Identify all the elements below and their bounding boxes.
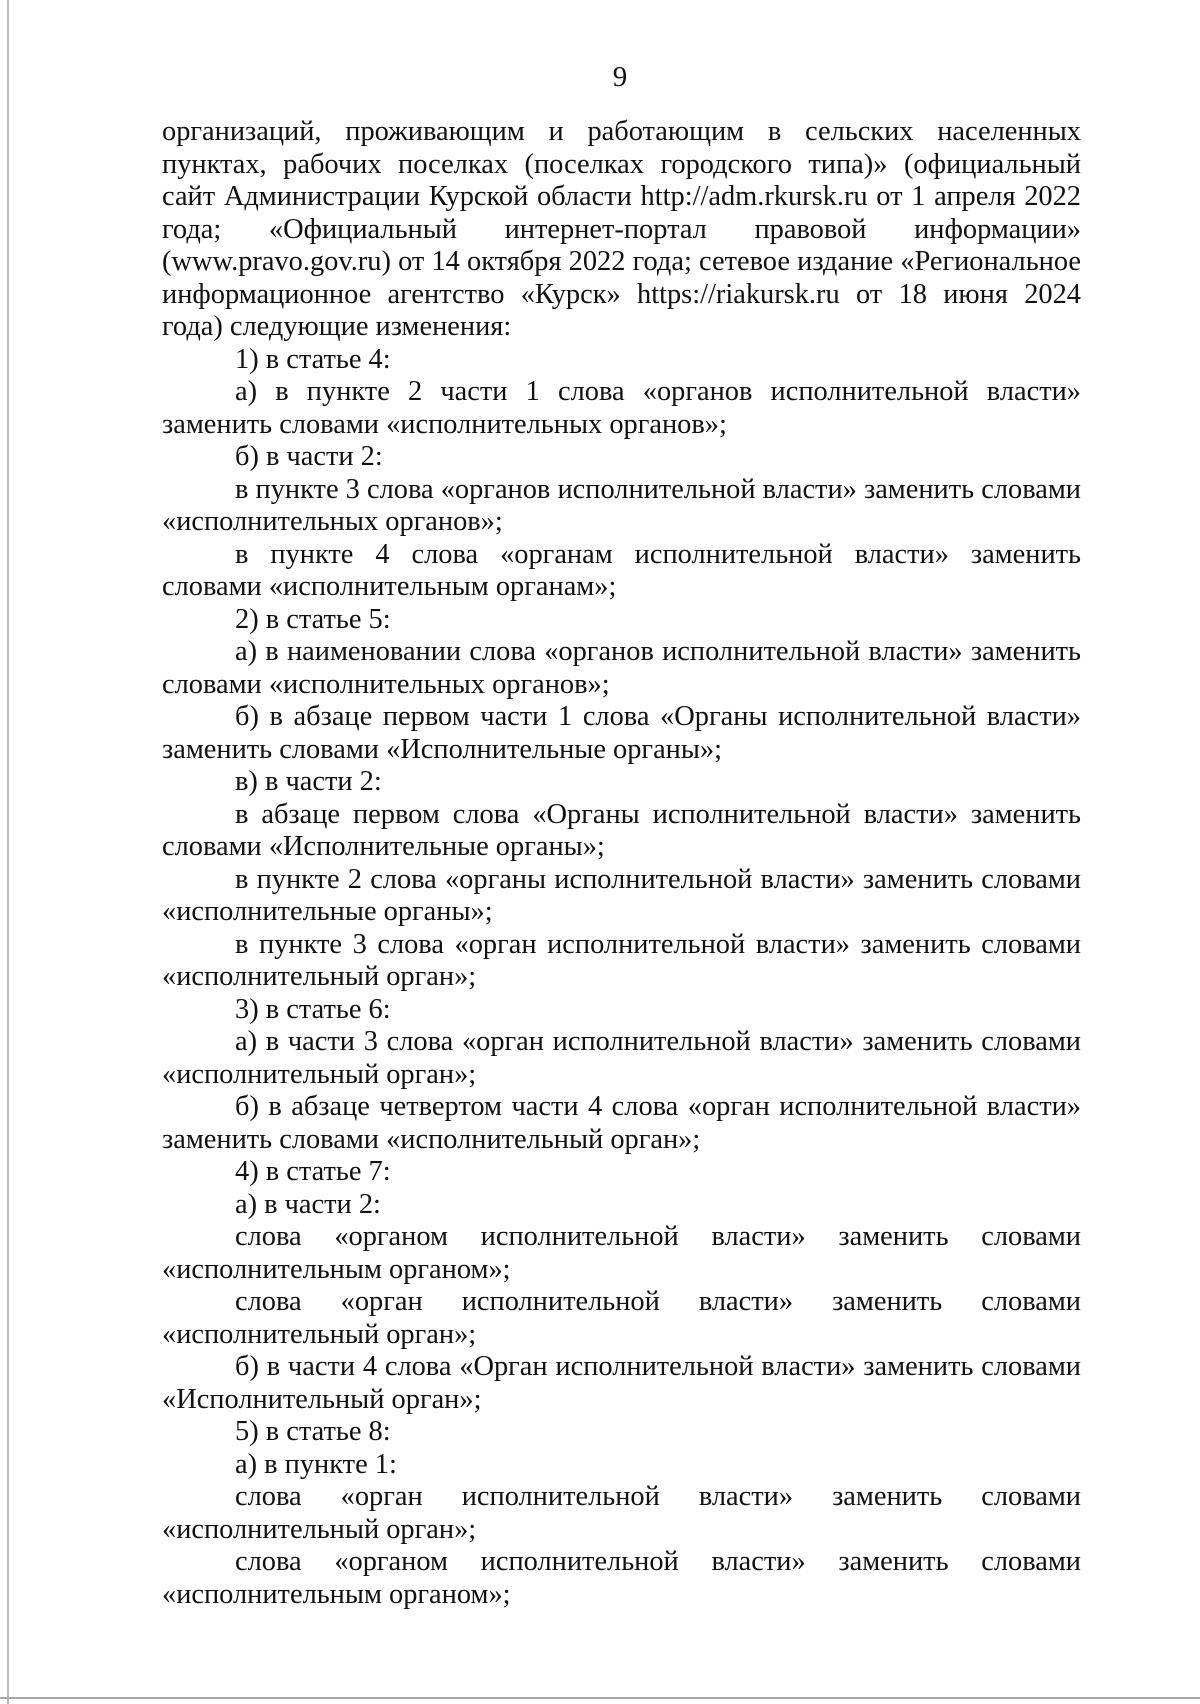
paragraph-item-5-article-8: 5) в статье 8:	[235, 1416, 391, 1447]
paragraph-item-4b: б) в части 4 слова «Орган исполнительной власти» заменить словами «Исполнительный орган»;	[162, 1351, 1081, 1415]
paragraph-item-2b: б) в абзаце первом части 1 слова «Органы исполнительной власти» заменить словами «Исполнительные органы»;	[162, 701, 1081, 765]
paragraph-item-5a-words-organom: слова «органом исполнительной власти» заменить словами «исполнительным органом»;	[162, 1546, 1081, 1610]
paragraph-item-3b: б) в абзаце четвертом части 4 слова «орган исполнительной власти» заменить словами «исполнительный орган»;	[162, 1091, 1081, 1155]
paragraph-item-2v-first-abzac: в абзаце первом слова «Органы исполнительной власти» заменить словами «Исполнительные органы»;	[162, 798, 1081, 862]
paragraph-item-2v: в) в части 2:	[235, 766, 382, 797]
paragraph-item-4-article-7: 4) в статье 7:	[235, 1156, 391, 1187]
paragraph-item-1-article-4: 1) в статье 4:	[235, 343, 391, 375]
paragraph-item-4a-words-organ: слова «орган исполнительной власти» заменить словами «исполнительный орган»;	[162, 1286, 1081, 1350]
paragraph-item-2v-point-2: в пункте 2 слова «органы исполнительной власти» заменить словами «исполнительные органы»;	[162, 863, 1081, 927]
scan-left-edge-line	[7, 0, 9, 1704]
document-body	[162, 116, 1081, 1611]
paragraph-item-3-article-6: 3) в статье 6:	[235, 993, 391, 1025]
page-number: 9	[612, 61, 628, 93]
paragraph-item-4a-words-organom: слова «органом исполнительной власти» заменить словами «исполнительным органом»;	[162, 1221, 1081, 1285]
paragraph-item-3a: а) в части 3 слова «орган исполнительной власти» заменить словами «исполнительный орган»;	[162, 1026, 1081, 1090]
paragraph-item-2v-point-3: в пункте 3 слова «орган исполнительной власти» заменить словами «исполнительный орган»;	[162, 928, 1081, 992]
paragraph-item-4a: а) в части 2:	[235, 1188, 381, 1220]
paragraph-item-5a-words-organ: слова «орган исполнительной власти» заменить словами «исполнительный орган»;	[162, 1481, 1081, 1545]
paragraph-item-1a: а) в пункте 2 части 1 слова «органов исполнительной власти» заменить словами «исполнительных органов»;	[162, 376, 1081, 440]
paragraph-item-1b: б) в части 2:	[235, 441, 383, 472]
paragraph-item-5a: а) в пункте 1:	[235, 1448, 397, 1480]
scan-bottom-edge-line	[0, 1697, 1200, 1699]
paragraph-item-1b-point-3: в пункте 3 слова «органов исполнительной власти» заменить словами «исполнительных органов»;	[162, 473, 1081, 537]
paragraph-item-1b-point-4: в пункте 4 слова «органам исполнительной власти» заменить словами «исполнительным органам»;	[162, 538, 1081, 602]
paragraph-item-2-article-5: 2) в статье 5:	[235, 603, 391, 635]
paragraph-intro-continuation: организаций, проживающим и работающим в сельских населенных пунктах, рабочих поселках (поселках городского типа)» (официальный сайт Администрации Курской области http://adm.rkursk.ru от 1 апреля 2022 года; «Официальный интернет-портал правовой информации» (www.pravo.gov.ru) от 14 октября 2022 года; сетевое издание «Региональное информационное агентство «Курск» https://riakursk.ru от 18 июня 2024 года) следующие изменения:	[162, 116, 1081, 342]
paragraph-item-2a: а) в наименовании слова «органов исполнительной власти» заменить словами «исполнительных органов»;	[162, 636, 1081, 700]
